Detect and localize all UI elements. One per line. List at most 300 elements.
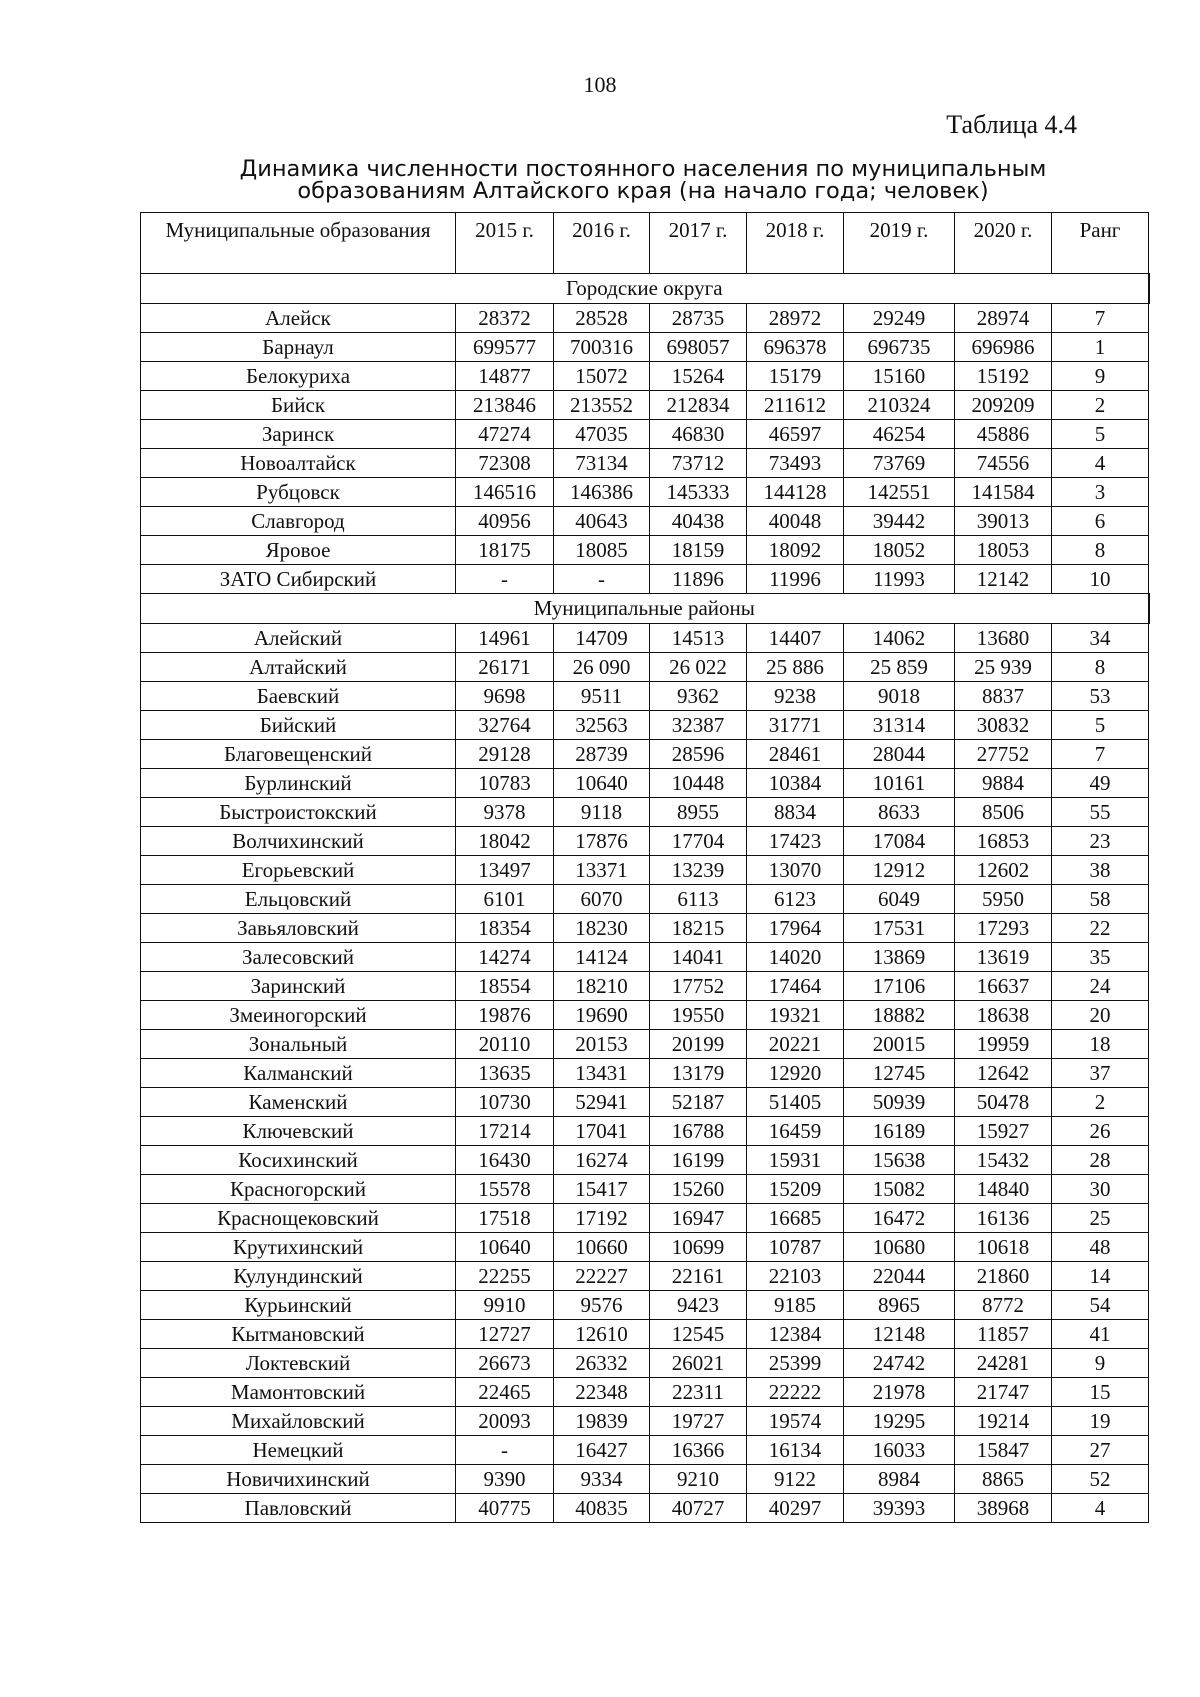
rank-cell: 15 [1052,1378,1149,1407]
population-cell: 13680 [955,624,1052,653]
population-cell: 210324 [844,391,955,420]
population-cell: 25 859 [844,653,955,682]
population-cell: 17293 [955,914,1052,943]
population-cell: 28974 [955,304,1052,333]
population-cell: 9378 [456,798,554,827]
table-row [141,740,1149,769]
population-cell: 13371 [554,856,650,885]
population-cell: 15417 [554,1175,650,1204]
rank-cell: 28 [1052,1146,1149,1175]
population-cell: 18215 [650,914,747,943]
population-cell: 16366 [650,1436,747,1465]
population-cell: 17964 [747,914,844,943]
rank-cell: 48 [1052,1233,1149,1262]
rank-cell: 20 [1052,1001,1149,1030]
population-cell: 14961 [456,624,554,653]
population-cell: 25 886 [747,653,844,682]
municipality-cell: Новичихинский [141,1465,456,1494]
rank-cell: 49 [1052,769,1149,798]
municipality-cell: Кулундинский [141,1262,456,1291]
population-cell: 26673 [456,1349,554,1378]
municipality-cell: Быстроистокский [141,798,456,827]
header-2018: 2018 г. [747,213,844,274]
population-cell: 698057 [650,333,747,362]
population-cell: 52941 [554,1088,650,1117]
population-cell: 26 022 [650,653,747,682]
population-cell: 9334 [554,1465,650,1494]
rank-cell: 55 [1052,798,1149,827]
population-cell: 26 090 [554,653,650,682]
population-cell: 28372 [456,304,554,333]
population-cell: 17192 [554,1204,650,1233]
population-cell: 19295 [844,1407,955,1436]
population-cell: 8965 [844,1291,955,1320]
population-cell: 19839 [554,1407,650,1436]
population-cell: 40048 [747,507,844,536]
table-row [141,653,1149,682]
population-cell: 15192 [955,362,1052,391]
population-cell: 9362 [650,682,747,711]
population-cell: 18230 [554,914,650,943]
population-cell: 11996 [747,565,844,594]
population-cell: 19321 [747,1001,844,1030]
population-cell: 8837 [955,682,1052,711]
population-cell: 5950 [955,885,1052,914]
municipality-cell: Косихинский [141,1146,456,1175]
population-cell: 74556 [955,449,1052,478]
header-2019: 2019 г. [844,213,955,274]
municipality-cell: Павловский [141,1494,456,1523]
municipality-cell: Ельцовский [141,885,456,914]
population-cell: 18175 [456,536,554,565]
population-cell: 20153 [554,1030,650,1059]
municipality-cell: Рубцовск [141,478,456,507]
rank-cell: 38 [1052,856,1149,885]
municipality-cell: Яровое [141,536,456,565]
rank-cell: 10 [1052,565,1149,594]
population-cell: 146386 [554,478,650,507]
municipality-cell: Курьинский [141,1291,456,1320]
population-cell: 6049 [844,885,955,914]
population-cell: 700316 [554,333,650,362]
section-header-row [141,594,1149,624]
population-cell: 10660 [554,1233,650,1262]
population-cell: 18882 [844,1001,955,1030]
population-cell: 21978 [844,1378,955,1407]
population-cell: 696735 [844,333,955,362]
population-cell: 9910 [456,1291,554,1320]
population-cell: 22227 [554,1262,650,1291]
rank-cell: 18 [1052,1030,1149,1059]
population-cell: 14274 [456,943,554,972]
population-cell: 16430 [456,1146,554,1175]
table-row [141,1117,1149,1146]
population-cell: 22044 [844,1262,955,1291]
population-cell: 17704 [650,827,747,856]
population-cell: 9122 [747,1465,844,1494]
population-cell: 9018 [844,682,955,711]
population-cell: 12610 [554,1320,650,1349]
population-cell: 18210 [554,972,650,1001]
rank-cell: 6 [1052,507,1149,536]
rank-cell: 27 [1052,1436,1149,1465]
population-cell: 16136 [955,1204,1052,1233]
population-cell: 25 939 [955,653,1052,682]
population-cell: 699577 [456,333,554,362]
population-cell: 13239 [650,856,747,885]
population-cell: 11896 [650,565,747,594]
population-cell: 18052 [844,536,955,565]
municipality-cell: Барнаул [141,333,456,362]
population-cell: 24281 [955,1349,1052,1378]
population-cell: 46254 [844,420,955,449]
population-cell: 10783 [456,769,554,798]
population-cell: 15179 [747,362,844,391]
table-row [141,391,1149,420]
population-cell: 12920 [747,1059,844,1088]
municipality-cell: Заринск [141,420,456,449]
rank-cell: 2 [1052,1088,1149,1117]
municipality-cell: Зональный [141,1030,456,1059]
population-cell: 18159 [650,536,747,565]
population-cell: 16788 [650,1117,747,1146]
population-cell: 46597 [747,420,844,449]
population-cell: 73134 [554,449,650,478]
population-cell: 141584 [955,478,1052,507]
table-title [140,158,1146,202]
population-cell: 14020 [747,943,844,972]
population-cell: 13869 [844,943,955,972]
population-cell: 16199 [650,1146,747,1175]
population-cell: 15927 [955,1117,1052,1146]
municipality-cell: Кытмановский [141,1320,456,1349]
population-cell: 12148 [844,1320,955,1349]
population-cell: 15847 [955,1436,1052,1465]
population-cell: 8834 [747,798,844,827]
municipality-cell: Егорьевский [141,856,456,885]
population-cell: 22465 [456,1378,554,1407]
table-row [141,333,1149,362]
table-row [141,1465,1149,1494]
rank-cell: 23 [1052,827,1149,856]
table-row [141,362,1149,391]
population-cell: 696378 [747,333,844,362]
population-cell: 39442 [844,507,955,536]
population-cell: 15209 [747,1175,844,1204]
municipality-cell: Баевский [141,682,456,711]
page-number: 108 [583,72,617,97]
population-cell: 73769 [844,449,955,478]
population-cell: 211612 [747,391,844,420]
municipality-cell: Красногорский [141,1175,456,1204]
municipality-cell: Новоалтайск [141,449,456,478]
population-cell: 10730 [456,1088,554,1117]
population-cell: 15082 [844,1175,955,1204]
population-cell: 9390 [456,1465,554,1494]
header-2020: 2020 г. [955,213,1052,274]
population-cell: 30832 [955,711,1052,740]
population-cell: 142551 [844,478,955,507]
population-cell: 39013 [955,507,1052,536]
population-cell: 26021 [650,1349,747,1378]
rank-cell: 37 [1052,1059,1149,1088]
population-cell: 31771 [747,711,844,740]
population-cell: 31314 [844,711,955,740]
table-row [141,1407,1149,1436]
municipality-cell: Бийский [141,711,456,740]
population-cell: 10699 [650,1233,747,1262]
population-cell: 40835 [554,1494,650,1523]
population-cell: 50478 [955,1088,1052,1117]
rank-cell: 9 [1052,362,1149,391]
population-cell: 15160 [844,362,955,391]
population-cell: 19959 [955,1030,1052,1059]
population-cell: 28735 [650,304,747,333]
rank-cell: 4 [1052,1494,1149,1523]
municipality-cell: Каменский [141,1088,456,1117]
table-row [141,1001,1149,1030]
population-cell: 10640 [554,769,650,798]
population-cell: 12727 [456,1320,554,1349]
population-cell: 73712 [650,449,747,478]
rank-cell: 14 [1052,1262,1149,1291]
rank-cell: 8 [1052,536,1149,565]
population-cell: 40297 [747,1494,844,1523]
population-cell: 16472 [844,1204,955,1233]
table-row [141,943,1149,972]
population-cell: 10384 [747,769,844,798]
header-2016: 2016 г. [554,213,650,274]
population-cell: 19550 [650,1001,747,1030]
population-cell: 47035 [554,420,650,449]
population-cell: 13619 [955,943,1052,972]
population-cell: 32764 [456,711,554,740]
table-row [141,798,1149,827]
table-row [141,1349,1149,1378]
municipality-cell: Благовещенский [141,740,456,769]
population-cell: 14877 [456,362,554,391]
population-cell: 10618 [955,1233,1052,1262]
population-cell: 14124 [554,943,650,972]
population-cell: 15578 [456,1175,554,1204]
population-cell: 17531 [844,914,955,943]
table-row [141,1291,1149,1320]
population-cell: 16134 [747,1436,844,1465]
header-row [141,213,1149,274]
municipality-cell: Заринский [141,972,456,1001]
municipality-cell: Алтайский [141,653,456,682]
population-cell: 11857 [955,1320,1052,1349]
population-cell: 20221 [747,1030,844,1059]
population-cell: 28461 [747,740,844,769]
population-cell: 13431 [554,1059,650,1088]
population-cell: 8865 [955,1465,1052,1494]
population-cell: 145333 [650,478,747,507]
table-row [141,1146,1149,1175]
table-row [141,972,1149,1001]
table-row [141,1436,1149,1465]
population-cell: 16637 [955,972,1052,1001]
table-body [141,274,1149,1523]
population-cell: 6113 [650,885,747,914]
population-cell: 8955 [650,798,747,827]
population-cell: - [554,565,650,594]
population-cell: 29249 [844,304,955,333]
table-row [141,1030,1149,1059]
table-row [141,827,1149,856]
header-rank: Ранг [1052,213,1149,274]
population-cell: 9238 [747,682,844,711]
population-cell: 209209 [955,391,1052,420]
municipality-cell: ЗАТО Сибирский [141,565,456,594]
population-cell: 22348 [554,1378,650,1407]
table-title-line2: образованиям Алтайского края (на начало года; человек) [297,178,989,204]
population-cell: 17876 [554,827,650,856]
population-cell: 16427 [554,1436,650,1465]
population-cell: 9423 [650,1291,747,1320]
population-cell: 18354 [456,914,554,943]
population-cell: 40956 [456,507,554,536]
population-cell: 40727 [650,1494,747,1523]
rank-cell: 8 [1052,653,1149,682]
rank-cell: 3 [1052,478,1149,507]
population-cell: 38968 [955,1494,1052,1523]
population-cell: 20199 [650,1030,747,1059]
population-cell: 18638 [955,1001,1052,1030]
table-row [141,856,1149,885]
population-cell: 51405 [747,1088,844,1117]
population-cell: 10640 [456,1233,554,1262]
population-cell: 28528 [554,304,650,333]
population-cell: 22161 [650,1262,747,1291]
table-row [141,1175,1149,1204]
rank-cell: 58 [1052,885,1149,914]
population-cell: 13070 [747,856,844,885]
population-cell: 13635 [456,1059,554,1088]
population-cell: 9698 [456,682,554,711]
population-cell: 10787 [747,1233,844,1262]
municipality-cell: Бийск [141,391,456,420]
population-cell: 22311 [650,1378,747,1407]
rank-cell: 2 [1052,391,1149,420]
population-cell: 144128 [747,478,844,507]
municipality-cell: Змеиногорский [141,1001,456,1030]
municipality-cell: Завьяловский [141,914,456,943]
population-cell: 9210 [650,1465,747,1494]
table-row [141,1204,1149,1233]
population-cell: 22103 [747,1262,844,1291]
municipality-cell: Алейск [141,304,456,333]
population-cell: 73493 [747,449,844,478]
population-cell: 17752 [650,972,747,1001]
table-row [141,1320,1149,1349]
population-cell: 24742 [844,1349,955,1378]
population-cell: 9511 [554,682,650,711]
population-cell: 28044 [844,740,955,769]
population-cell: 16685 [747,1204,844,1233]
population-cell: 8506 [955,798,1052,827]
municipality-cell: Немецкий [141,1436,456,1465]
population-cell: 213846 [456,391,554,420]
table-row [141,1378,1149,1407]
population-cell: 14840 [955,1175,1052,1204]
population-cell: 10161 [844,769,955,798]
rank-cell: 7 [1052,304,1149,333]
population-cell: 18085 [554,536,650,565]
population-cell: 39393 [844,1494,955,1523]
population-cell: 146516 [456,478,554,507]
population-cell: 15260 [650,1175,747,1204]
municipality-cell: Бурлинский [141,769,456,798]
population-cell: 52187 [650,1088,747,1117]
population-cell: 28739 [554,740,650,769]
population-cell: 27752 [955,740,1052,769]
population-cell: 6101 [456,885,554,914]
population-cell: 6123 [747,885,844,914]
municipality-cell: Славгород [141,507,456,536]
table-row [141,1233,1149,1262]
municipality-cell: Ключевский [141,1117,456,1146]
population-cell: 212834 [650,391,747,420]
municipality-cell: Краснощековский [141,1204,456,1233]
population-cell: 18092 [747,536,844,565]
population-cell: 12912 [844,856,955,885]
population-cell: 45886 [955,420,1052,449]
municipality-cell: Михайловский [141,1407,456,1436]
population-cell: 12602 [955,856,1052,885]
rank-cell: 19 [1052,1407,1149,1436]
population-cell: 16033 [844,1436,955,1465]
population-cell: 22222 [747,1378,844,1407]
population-cell: 18053 [955,536,1052,565]
rank-cell: 41 [1052,1320,1149,1349]
population-cell: 72308 [456,449,554,478]
population-table [140,212,1150,1523]
population-cell: 12545 [650,1320,747,1349]
population-cell: 14407 [747,624,844,653]
population-cell: 26332 [554,1349,650,1378]
population-cell: 12642 [955,1059,1052,1088]
table-row [141,1059,1149,1088]
rank-cell: 35 [1052,943,1149,972]
population-cell: 19690 [554,1001,650,1030]
population-cell: 17084 [844,827,955,856]
table-title-line1: Динамика численности постоянного населения по муниципальным [239,156,1047,182]
population-cell: 15638 [844,1146,955,1175]
population-cell: 15072 [554,362,650,391]
population-cell: 40438 [650,507,747,536]
rank-cell: 24 [1052,972,1149,1001]
population-cell: 40775 [456,1494,554,1523]
population-cell: 15432 [955,1146,1052,1175]
municipality-cell: Волчихинский [141,827,456,856]
table-row [141,304,1149,333]
population-cell: 47274 [456,420,554,449]
population-cell: 18042 [456,827,554,856]
table-row [141,565,1149,594]
population-cell: 8772 [955,1291,1052,1320]
population-cell: 17106 [844,972,955,1001]
population-cell: 17423 [747,827,844,856]
municipality-cell: Алейский [141,624,456,653]
population-cell: 15264 [650,362,747,391]
population-cell: 20110 [456,1030,554,1059]
table-row [141,507,1149,536]
population-cell: 16189 [844,1117,955,1146]
rank-cell: 9 [1052,1349,1149,1378]
rank-cell: 53 [1052,682,1149,711]
population-cell: 12745 [844,1059,955,1088]
